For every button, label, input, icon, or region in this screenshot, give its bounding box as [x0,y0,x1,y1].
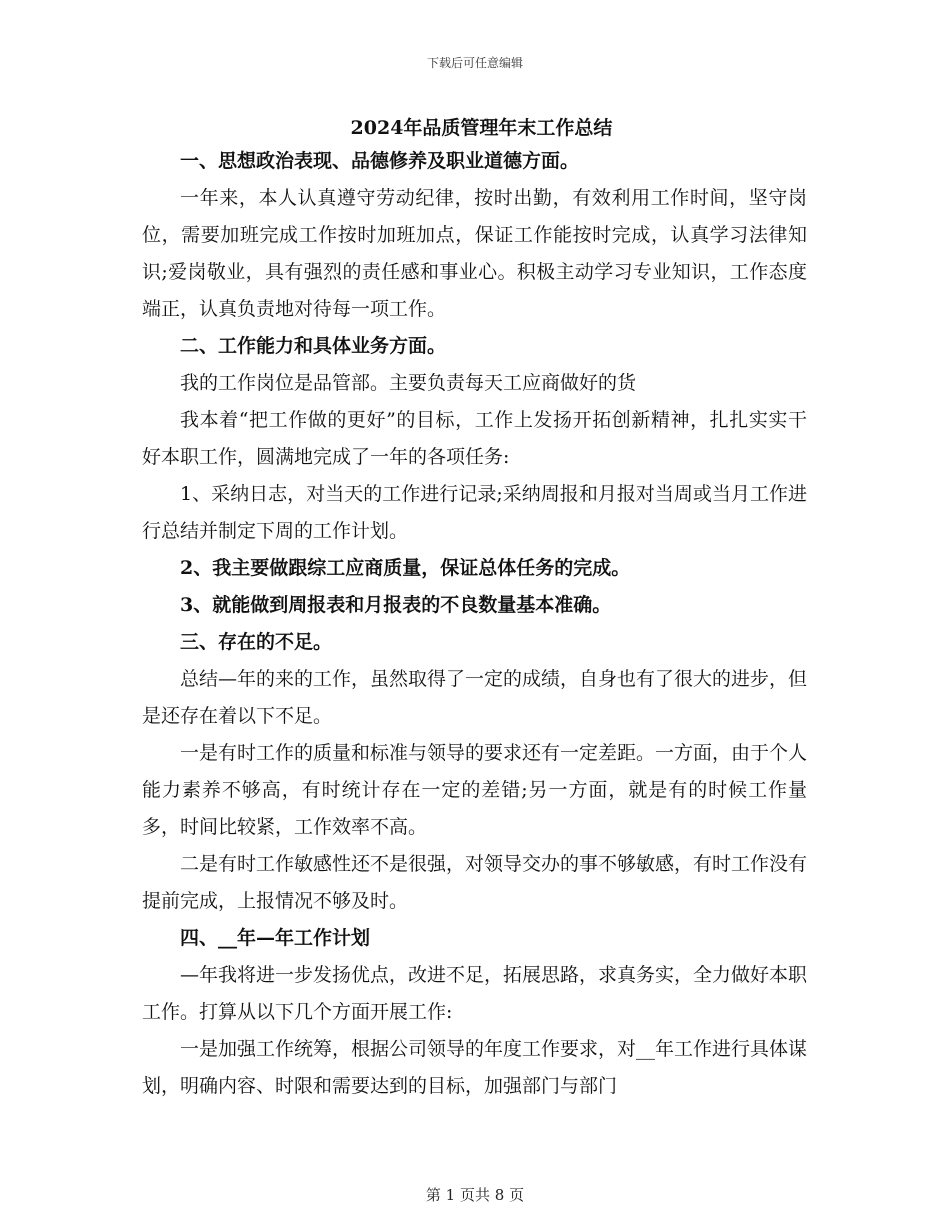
section-heading-4: 四、__年—年工作计划 [180,927,371,949]
paragraph: 1、采纳日志，对当天的工作进行记录;采纳周报和月报对当周或当月工作进行总结并制定下周的工作计划。 [142,483,807,542]
list-item-bold: 3、就能做到周报表和月报表的不良数量基本准确。 [180,594,612,616]
list-item-bold: 2、我主要做跟综工应商质量，保证总体任务的完成。 [180,557,631,579]
paragraph: 我本着“把工作做的更好”的目标，工作上发扬开拓创新精神，扎扎实实干好本职工作，圆满地完成了一年的各项任务: [142,409,807,468]
paragraph: 二是有时工作敏感性还不是很强，对领导交办的事不够敏感，有时工作没有提前完成，上报情况不够及时。 [142,853,808,912]
page-number: 第 1 页共 8 页 [425,1186,525,1204]
document-body [142,113,807,1105]
paragraph: 我的工作岗位是品管部。主要负责每天工应商做好的货 [180,372,637,394]
section-heading-3: 三、存在的不足。 [180,631,333,653]
section-heading-1: 一、思想政治表现、品德修养及职业道德方面。 [180,150,580,172]
paragraph: 一是加强工作统筹，根据公司领导的年度工作要求，对__年工作进行具体谋划，明确内容、时限和需要达到的目标，加强部门与部门 [142,1038,808,1097]
document-title: 2024年品质管理年末工作总结 [350,117,613,139]
header-note: 下载后可任意编辑 [426,56,523,70]
paragraph: —年我将进一步发扬优点，改进不足，拓展思路，求真务实，全力做好本职工作。打算从以下几个方面开展工作: [142,964,808,1023]
section-heading-2: 二、工作能力和具体业务方面。 [180,335,447,357]
paragraph: 总结—年的来的工作，虽然取得了一定的成绩，自身也有了很大的进步，但是还存在着以下不足。 [142,668,808,727]
paragraph: 一是有时工作的质量和标准与领导的要求还有一定差距。一方面，由于个人能力素养不够高，有时统计存在一定的差错;另一方面，就是有的时候工作量多，时间比较紧，工作效率不高。 [142,742,808,838]
paragraph: 一年来，本人认真遵守劳动纪律，按时出勤，有效利用工作时间，坚守岗位，需要加班完成工作按时加班加点，保证工作能按时完成，认真学习法律知识;爱岗敬业，具有强烈的责任感和事业心。积极主动学习专业知识，工作态度端正，认真负责地对待每一项工作。 [142,187,807,320]
